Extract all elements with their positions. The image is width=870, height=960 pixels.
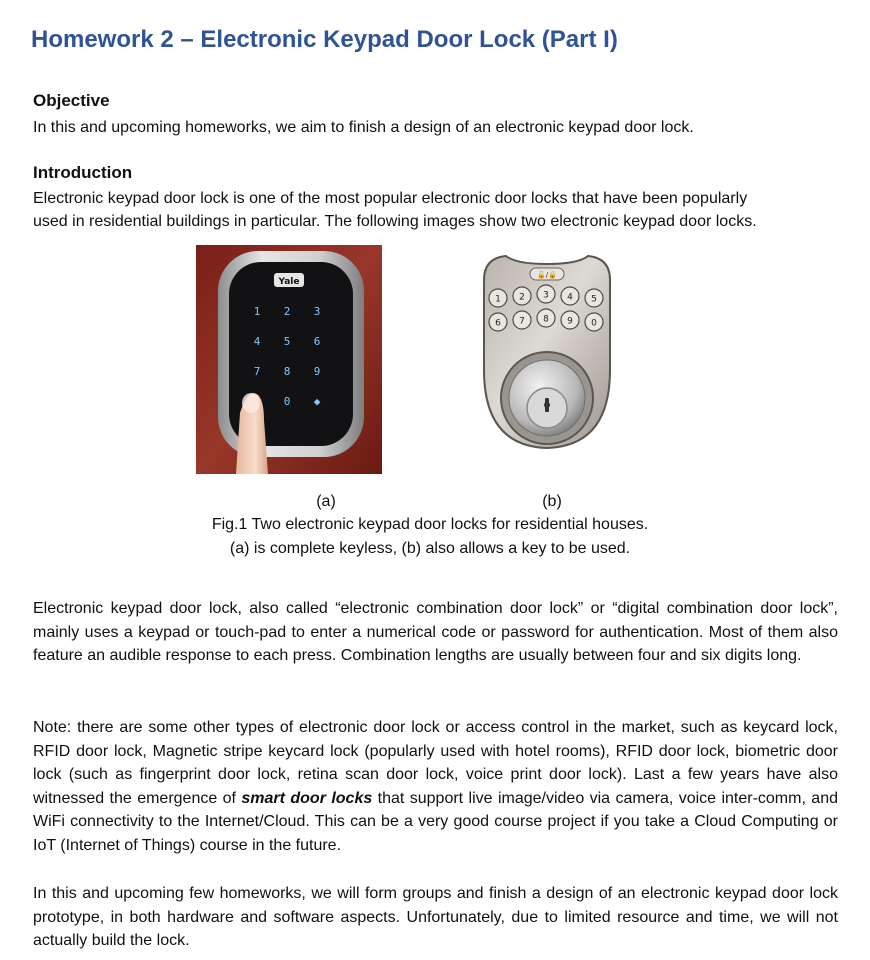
introduction-line-1: Electronic keypad door lock is one of the most popular electronic door locks that have been popularly	[33, 190, 748, 207]
introduction-line-2: used in residential buildings in particular. The following images show two electronic keypad door locks.	[33, 213, 757, 230]
keypad-digit: 8	[283, 365, 291, 378]
objective-heading: Objective	[33, 91, 110, 110]
keypad-digit: 8	[543, 314, 549, 325]
keypad-digit: 1	[495, 294, 501, 305]
keypad-digit: 9	[567, 316, 573, 327]
keypad-digit: 0	[283, 395, 291, 408]
keypad-digit: 3	[313, 305, 321, 318]
paragraph-plan: In this and upcoming few homeworks, we will form groups and finish a design of an electronic keypad door lock prototype, in both hardware and software aspects. Unfortunately, due to limited resource and time, we will not actually build the lock.	[33, 885, 838, 949]
keypad-digit: ◆	[313, 395, 321, 408]
keypad-digit: 7	[519, 316, 525, 327]
brand-logo: Yale	[278, 277, 300, 287]
keypad-digit: 4	[253, 335, 261, 348]
keypad-digit: 6	[495, 318, 501, 329]
keyed-lock-image	[476, 250, 618, 455]
figure-label-a: (a)	[316, 493, 336, 510]
keypad-digit: 3	[543, 290, 549, 301]
keypad-digit: 5	[591, 294, 597, 305]
figure-label-b: (b)	[542, 493, 562, 510]
paragraph-note: Note: there are some other types of electronic door lock or access control in the market, such as keycard lock, RFID door lock, Magnetic stripe keycard lock (popularly used with hotel rooms), RFID door lock, biometric door lock (such as fingerprint door lock, retina scan door lock, voice print door lock). Last a few years have also witnessed the emergence of smart door locks that support live image/video via camera, voice inter-comm, and WiFi connectivity to the Internet/Cloud. This can be a very good course project if you take a Cloud Computing or IoT (Internet of Things) course in the future.	[33, 719, 839, 854]
figure-caption-line-2: (a) is complete keyless, (b) also allows a key to be used.	[229, 540, 631, 557]
keypad-digit: 2	[519, 292, 525, 303]
keypad-digit: 1	[253, 305, 261, 318]
figure-caption-line-1: Fig.1 Two electronic keypad door locks for residential houses.	[211, 516, 649, 533]
objective-text: In this and upcoming homeworks, we aim to finish a design of an electronic keypad door lock.	[33, 119, 694, 136]
keypad-digit: 9	[313, 365, 321, 378]
paragraph-definition: Electronic keypad door lock, also called “electronic combination door lock” or “digital combination door lock”, mainly uses a keypad or touch-pad to enter a numerical code or password for authentication. Most of them also feature an audible response to each press. Combination lengths are usually between four and six digits long.	[33, 600, 838, 664]
keypad-digit: 5	[283, 335, 291, 348]
keypad-digit: 4	[567, 292, 573, 303]
keypad-digit: 2	[283, 305, 291, 318]
smart-door-locks-emphasis: smart door locks	[241, 789, 373, 807]
page-title: Homework 2 – Electronic Keypad Door Lock (Part I)	[31, 26, 618, 53]
keypad-digit: 7	[253, 365, 261, 378]
keyless-lock-image	[196, 245, 382, 474]
keypad-digit: 0	[591, 318, 597, 329]
introduction-heading: Introduction	[33, 163, 133, 182]
keypad-digit: 6	[313, 335, 321, 348]
lock-state-label: 🔓/🔒	[537, 271, 557, 279]
